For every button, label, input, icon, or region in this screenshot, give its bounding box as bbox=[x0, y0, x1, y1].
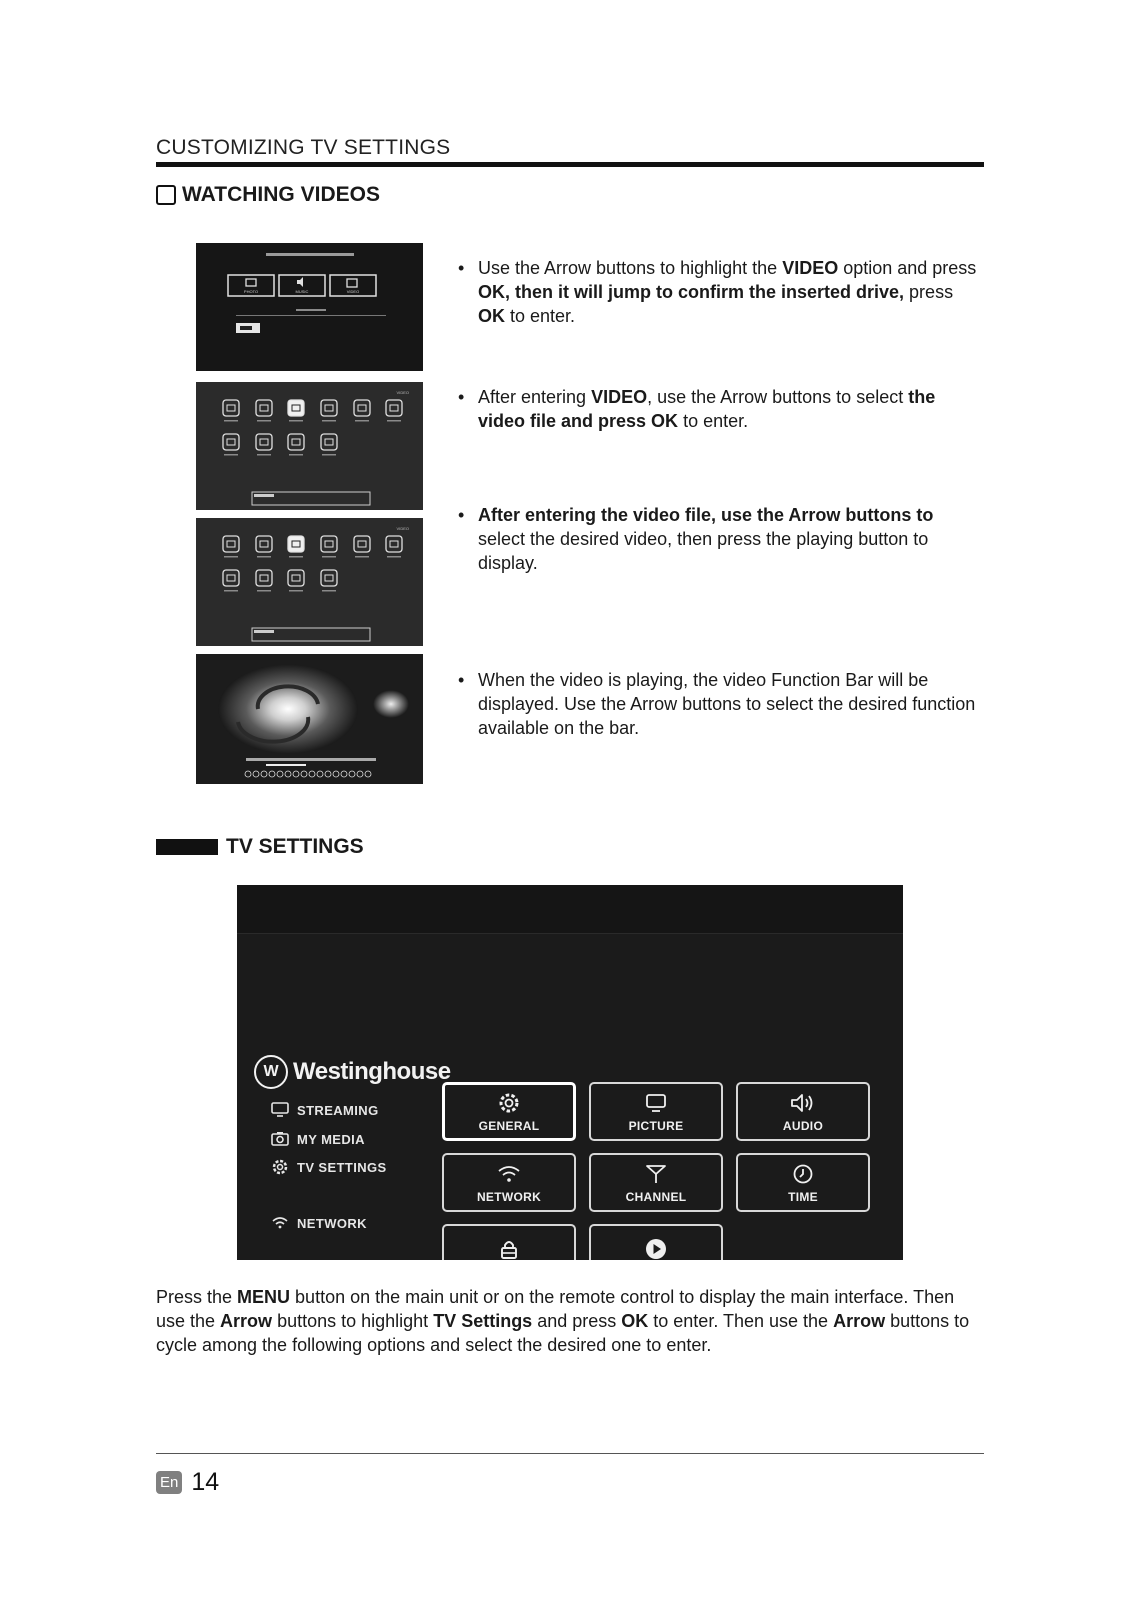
antenna-icon bbox=[644, 1161, 668, 1187]
bullet-2-text bbox=[478, 385, 978, 433]
text-segment: press bbox=[904, 282, 954, 302]
page-header bbox=[156, 136, 984, 167]
bullet-1-text bbox=[478, 256, 978, 328]
text-segment: Use the Arrow buttons to highlight the bbox=[478, 258, 783, 278]
folder-icon bbox=[321, 536, 337, 558]
tile-channel[interactable] bbox=[589, 1153, 723, 1212]
tile-play[interactable] bbox=[589, 1224, 723, 1260]
camera-icon bbox=[270, 1129, 290, 1149]
bullet-3-text bbox=[478, 503, 978, 575]
tile-lock[interactable] bbox=[442, 1224, 576, 1260]
header-rule bbox=[156, 162, 984, 167]
tile-audio[interactable] bbox=[736, 1082, 870, 1141]
folder-icon bbox=[386, 400, 402, 422]
bullet-2 bbox=[458, 385, 978, 433]
folder-icon bbox=[288, 400, 304, 422]
folder-icon bbox=[354, 400, 370, 422]
menu-item-label: TV SETTINGS bbox=[297, 1159, 387, 1175]
screenshot-folder-list bbox=[196, 382, 423, 510]
tile-label: GENERAL bbox=[478, 1119, 540, 1133]
tile-picture[interactable] bbox=[589, 1082, 723, 1141]
brand bbox=[254, 1055, 451, 1089]
folder-icon bbox=[386, 536, 402, 558]
bullet-4-text bbox=[478, 668, 978, 740]
square-bullet-icon bbox=[156, 185, 176, 205]
tile-general[interactable] bbox=[442, 1082, 576, 1141]
tile-label: AUDIO bbox=[782, 1119, 824, 1133]
monitor-icon bbox=[644, 1090, 668, 1116]
text-segment: to enter. Then use the bbox=[648, 1311, 834, 1331]
tile-label: CHANNEL bbox=[625, 1190, 687, 1204]
menu-item-label: MY MEDIA bbox=[297, 1131, 365, 1147]
folder-icon bbox=[256, 536, 272, 558]
tile-label: TIME bbox=[788, 1190, 818, 1204]
clock-icon bbox=[791, 1161, 815, 1187]
wifi-icon bbox=[270, 1213, 290, 1233]
text-segment: to enter. bbox=[505, 306, 576, 326]
westinghouse-logo-icon: W bbox=[254, 1055, 288, 1089]
bullet-dot: • bbox=[458, 258, 465, 278]
screenshot-video-playing bbox=[196, 654, 423, 784]
menu-item-label: NETWORK bbox=[297, 1215, 367, 1231]
folder-icon bbox=[223, 434, 239, 456]
menu-item-label: STREAMING bbox=[297, 1102, 379, 1118]
text-segment: VIDEO bbox=[782, 258, 839, 278]
language-badge: En bbox=[156, 1471, 182, 1494]
text-segment: buttons to cycle among the following options and select the desired one to enter. bbox=[156, 1311, 970, 1355]
bullet-dot: • bbox=[458, 505, 465, 525]
screen1-label-music: MUSIC bbox=[295, 289, 309, 294]
lock-icon bbox=[498, 1236, 520, 1260]
footer bbox=[156, 1468, 219, 1497]
screenshot-folder-list-graphic bbox=[196, 382, 423, 510]
text-segment: Arrow bbox=[220, 1311, 273, 1331]
folder-icon bbox=[256, 570, 272, 592]
bullet-dot: • bbox=[458, 670, 465, 690]
tile-label: PICTURE bbox=[628, 1119, 684, 1133]
screen2-corner-label: VIDEO bbox=[396, 390, 409, 395]
gear-icon bbox=[497, 1090, 521, 1116]
screen3-corner-label: VIDEO bbox=[396, 526, 409, 531]
text-segment: option and press bbox=[838, 258, 977, 278]
menu-item-my-media[interactable] bbox=[270, 1129, 365, 1149]
folder-icon bbox=[354, 536, 370, 558]
tile-network[interactable] bbox=[442, 1153, 576, 1212]
footer-rule bbox=[156, 1453, 984, 1454]
text-segment: After entering bbox=[478, 387, 592, 407]
screenshot-select-drive bbox=[196, 243, 423, 371]
section-title-tv-settings: TV SETTINGS bbox=[226, 835, 364, 858]
bullet-1 bbox=[458, 256, 978, 328]
text-segment: Arrow bbox=[833, 1311, 886, 1331]
text-segment: OK bbox=[478, 306, 505, 326]
galaxy-video-frame bbox=[196, 654, 423, 784]
text-segment: OK bbox=[621, 1311, 649, 1331]
tile-label: NETWORK bbox=[476, 1190, 542, 1204]
text-segment: button on the main unit or on the remote control to display the main interface. Then use the bbox=[156, 1287, 955, 1331]
folder-icon bbox=[321, 400, 337, 422]
screen1-label-photo: PHOTO bbox=[243, 289, 259, 294]
text-segment: Press the bbox=[156, 1287, 238, 1307]
back-icon bbox=[223, 400, 239, 422]
text-segment: to enter. bbox=[678, 411, 749, 431]
text-segment: VIDEO bbox=[591, 387, 648, 407]
screenshot-select-drive-graphic bbox=[196, 243, 423, 371]
tile-time[interactable] bbox=[736, 1153, 870, 1212]
folder-icon bbox=[256, 400, 272, 422]
folder-icon bbox=[321, 570, 337, 592]
gear-icon bbox=[270, 1157, 290, 1177]
section-watching-videos bbox=[156, 183, 380, 207]
screen1-label-video: VIDEO bbox=[346, 289, 360, 294]
bullet-dot: • bbox=[458, 387, 465, 407]
tv-settings-instructions bbox=[156, 1285, 986, 1357]
section-title-watching-videos: WATCHING VIDEOS bbox=[182, 183, 380, 206]
text-segment: the video file and press OK bbox=[478, 387, 936, 431]
tv-settings-screenshot bbox=[237, 885, 903, 1260]
folder-icon bbox=[321, 434, 337, 456]
header-title: CUSTOMIZING TV SETTINGS bbox=[156, 136, 451, 159]
bullet-4 bbox=[458, 668, 978, 740]
wifi-icon bbox=[496, 1161, 522, 1187]
text-segment: buttons to highlight bbox=[272, 1311, 434, 1331]
screenshot-video-list bbox=[196, 518, 423, 646]
folder-icon bbox=[256, 434, 272, 456]
text-segment: After entering the video file, use the Arrow buttons to bbox=[478, 505, 934, 525]
monitor-icon bbox=[270, 1100, 290, 1120]
text-segment: When the video is playing, the video Function Bar will be displayed. Use the Arrow buttons to select the desired function available on the bar. bbox=[478, 670, 976, 738]
bullet-3 bbox=[458, 503, 978, 575]
screenshot-video-list-graphic bbox=[196, 518, 423, 646]
folder-icon bbox=[288, 536, 304, 558]
text-segment: and press bbox=[532, 1311, 622, 1331]
text-segment: TV Settings bbox=[433, 1311, 533, 1331]
tv-top-bar bbox=[237, 885, 903, 934]
text-segment: , use the Arrow buttons to select bbox=[647, 387, 909, 407]
text-segment: OK, then it will jump to confirm the inserted drive, bbox=[478, 282, 905, 302]
folder-icon bbox=[288, 570, 304, 592]
brand-name: Westinghouse bbox=[293, 1058, 451, 1085]
page-number: 14 bbox=[191, 1468, 220, 1496]
section-bar-icon bbox=[156, 839, 218, 855]
play-icon bbox=[644, 1236, 668, 1260]
menu-item-tv-settings[interactable] bbox=[270, 1157, 387, 1177]
section-tv-settings bbox=[156, 835, 364, 859]
speaker-icon bbox=[789, 1090, 817, 1116]
folder-icon bbox=[223, 570, 239, 592]
text-segment: MENU bbox=[237, 1287, 291, 1307]
menu-item-network[interactable] bbox=[270, 1213, 367, 1233]
menu-item-streaming[interactable] bbox=[270, 1100, 379, 1120]
back-icon bbox=[223, 536, 239, 558]
folder-icon bbox=[288, 434, 304, 456]
text-segment: select the desired video, then press the playing button to display. bbox=[478, 529, 929, 573]
